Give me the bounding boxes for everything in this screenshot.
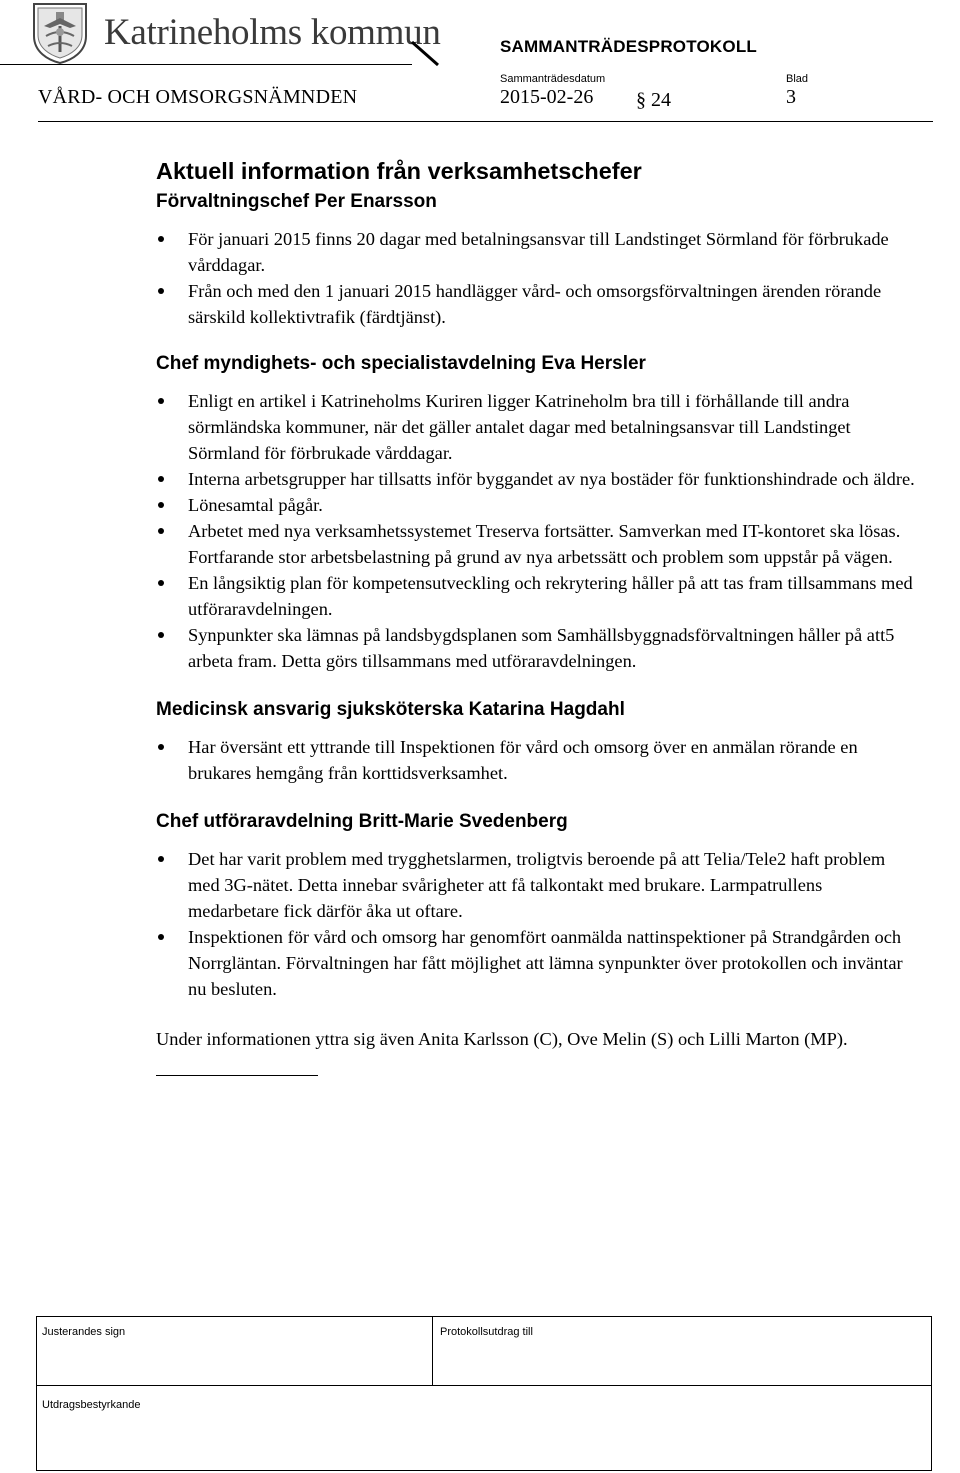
section-heading: Chef myndighets- och specialistavdelning Eva Hersler: [156, 353, 646, 374]
list-item: Synpunkter ska lämnas på landsbygdsplanen som Samhällsbyggnadsförvaltningen håller på att5 arbeta fram. Detta görs tillsammans med utföraravdelningen.: [156, 622, 916, 674]
bullet-list: [156, 846, 916, 1002]
signature-line: [156, 1075, 318, 1076]
protocol-body: [156, 154, 916, 1076]
bullet-list: [156, 734, 916, 786]
list-item: Inspektionen för vård och omsorg har genomfört oanmälda nattinspektioner på Strandgården och Norrgläntan. Förvaltningen har fått möjlighet att lämna synpunkter över protokollen och inväntar nu besluten.: [156, 924, 916, 1002]
municipality-name: Katrineholms kommun: [104, 12, 441, 53]
list-item: Interna arbetsgrupper har tillsatts inför byggandet av nya bostäder för funktionshindrade och äldre.: [156, 466, 916, 492]
signature-footer: [36, 1316, 932, 1471]
closing-statement: Under informationen yttra sig även Anita Karlsson (C), Ove Melin (S) och Lilli Marton (MP).: [156, 1029, 848, 1049]
page-title: Aktuell information från verksamhetschefer: [156, 158, 642, 184]
list-item: Det har varit problem med trygghetslarmen, troligtvis beroende på att Telia/Tele2 haft problem med 3G-nätet. Detta innebar svårigheter att få talkontakt med brukare. Larmpatrullens medarbetare fick därför åka ut oftare.: [156, 846, 916, 924]
list-item: Lönesamtal pågår.: [156, 492, 916, 518]
bullet-list: [156, 388, 916, 674]
list-item: För januari 2015 finns 20 dagar med betalningsansvar till Landstinget Sörmland för förbrukade vårddagar.: [156, 226, 916, 278]
paragraph-number: § 24: [636, 89, 671, 111]
meeting-date-label: Sammanträdesdatum: [500, 73, 606, 85]
municipal-crest-icon: [30, 2, 90, 64]
section-heading: Medicinsk ansvarig sjuksköterska Katarina Hagdahl: [156, 699, 625, 720]
document-type: SAMMANTRÄDESPROTOKOLL: [500, 37, 757, 56]
list-item: Enligt en artikel i Katrineholms Kuriren ligger Katrineholm bra till i förhållande till andra sörmländska kommuner, när det gäller antalet dagar med betalningsansvar till Landstinget Sörmland för förbrukade vårddagar.: [156, 388, 916, 466]
section-heading: Förvaltningschef Per Enarsson: [156, 191, 437, 212]
section-heading: Chef utföraravdelning Britt-Marie Svedenberg: [156, 811, 568, 832]
adjuster-sign-label: Justerandes sign: [42, 1326, 126, 1338]
list-item: Från och med den 1 januari 2015 handlägger vård- och omsorgsförvaltningen ärenden rörande särskild kollektivtrafik (färdtjänst).: [156, 278, 916, 330]
extract-certified-label: Utdragsbestyrkande: [42, 1399, 141, 1411]
bullet-list: [156, 226, 916, 330]
meeting-date: 2015-02-26: [500, 86, 594, 108]
list-item: Har översänt ett yttrande till Inspektionen för vård och omsorg över en anmälan rörande en brukares hemgång från korttidsverksamhet.: [156, 734, 916, 786]
list-item: Arbetet med nya verksamhetssystemet Treserva fortsätter. Samverkan med IT-kontoret ska lösas. Fortfarande stor arbetsbelastning på grund av nya arbetssätt och problem som uppstår på vägen.: [156, 518, 916, 570]
logo-underline: [0, 64, 412, 65]
page-label: Blad: [786, 73, 809, 85]
logo-slash-mark: [410, 40, 440, 70]
page-number: 3: [786, 86, 796, 108]
footer-horizontal-divider: [37, 1385, 931, 1386]
footer-vertical-divider: [432, 1317, 433, 1385]
extract-to-label: Protokollsutdrag till: [440, 1326, 533, 1338]
header-divider: [38, 121, 933, 122]
list-item: En långsiktig plan för kompetensutveckling och rekrytering håller på att tas fram tillsammans med utföraravdelningen.: [156, 570, 916, 622]
organization-name: VÅRD- OCH OMSORGSNÄMNDEN: [38, 86, 358, 108]
